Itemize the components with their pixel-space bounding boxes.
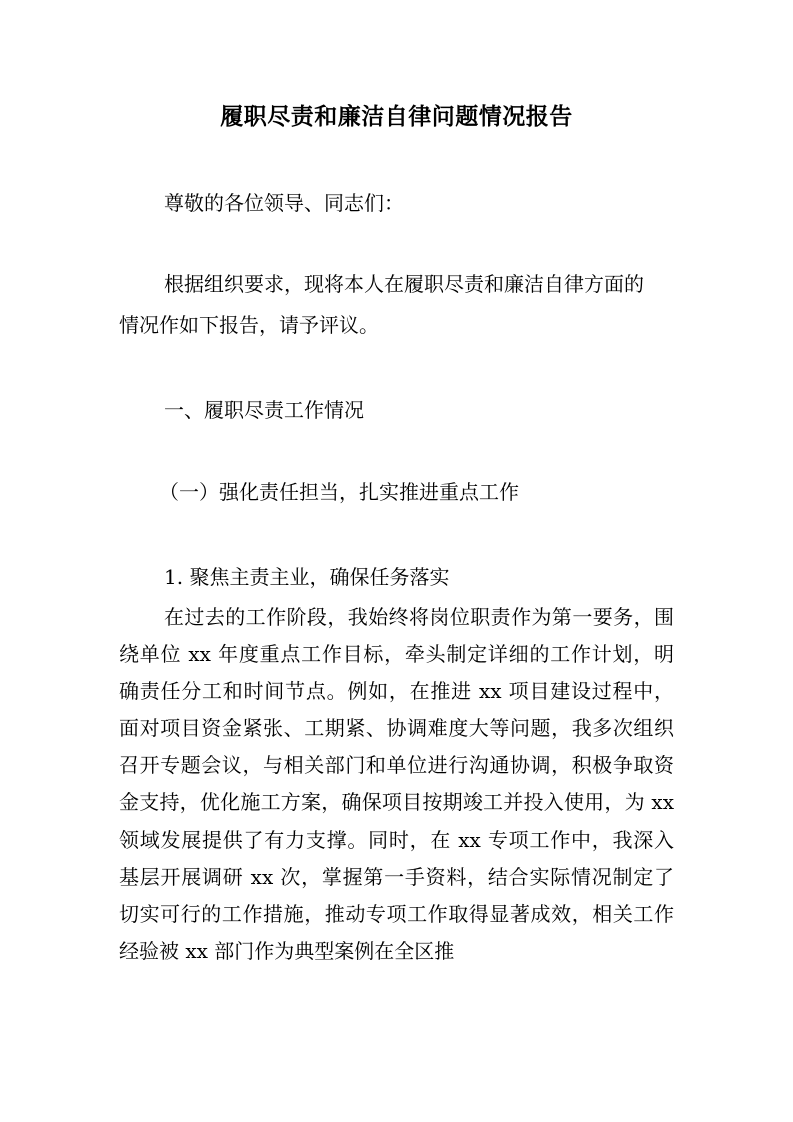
salutation: 尊敬的各位领导、同志们： [164,191,404,215]
subsection-heading: （一）强化责任担当，扎实推进重点工作 [159,480,519,504]
document-title: 履职尽责和廉洁自律问题情况报告 [220,103,573,130]
section-heading: 一、履职尽责工作情况 [164,398,364,422]
body-paragraph: 在过去的工作阶段，我始终将岗位职责作为第一要务，围绕单位 xx 年度重点工作目标，牵头制定详细的工作计划，明确责任分工和时间节点。例如，在推进 xx 项目建设过程中，面对项目资金紧张、工期紧、协调难度大等问题，我多次组织召开专题会议，与相关部门和单位进行沟通协调，积极争取资金支持，优化施工方案，确保项目按期竣工并投入使用，为 xx 领域发展提供了有力支撑。同时，在 xx 专项工作中，我深入基层开展调研 xx 次，掌握第一手资料，结合实际情况制定了切实可行的工作措施，推动专项工作取得显著成效，相关工作经验被 xx 部门作为典型案例在全区推 [119,605,674,963]
intro-line-1: 根据组织要求，现将本人在履职尽责和廉洁自律方面的 [164,272,644,296]
item-heading: 1. 聚焦主责主业，确保任务落实 [164,565,450,589]
intro-line-2: 情况作如下报告，请予评议。 [119,313,379,337]
